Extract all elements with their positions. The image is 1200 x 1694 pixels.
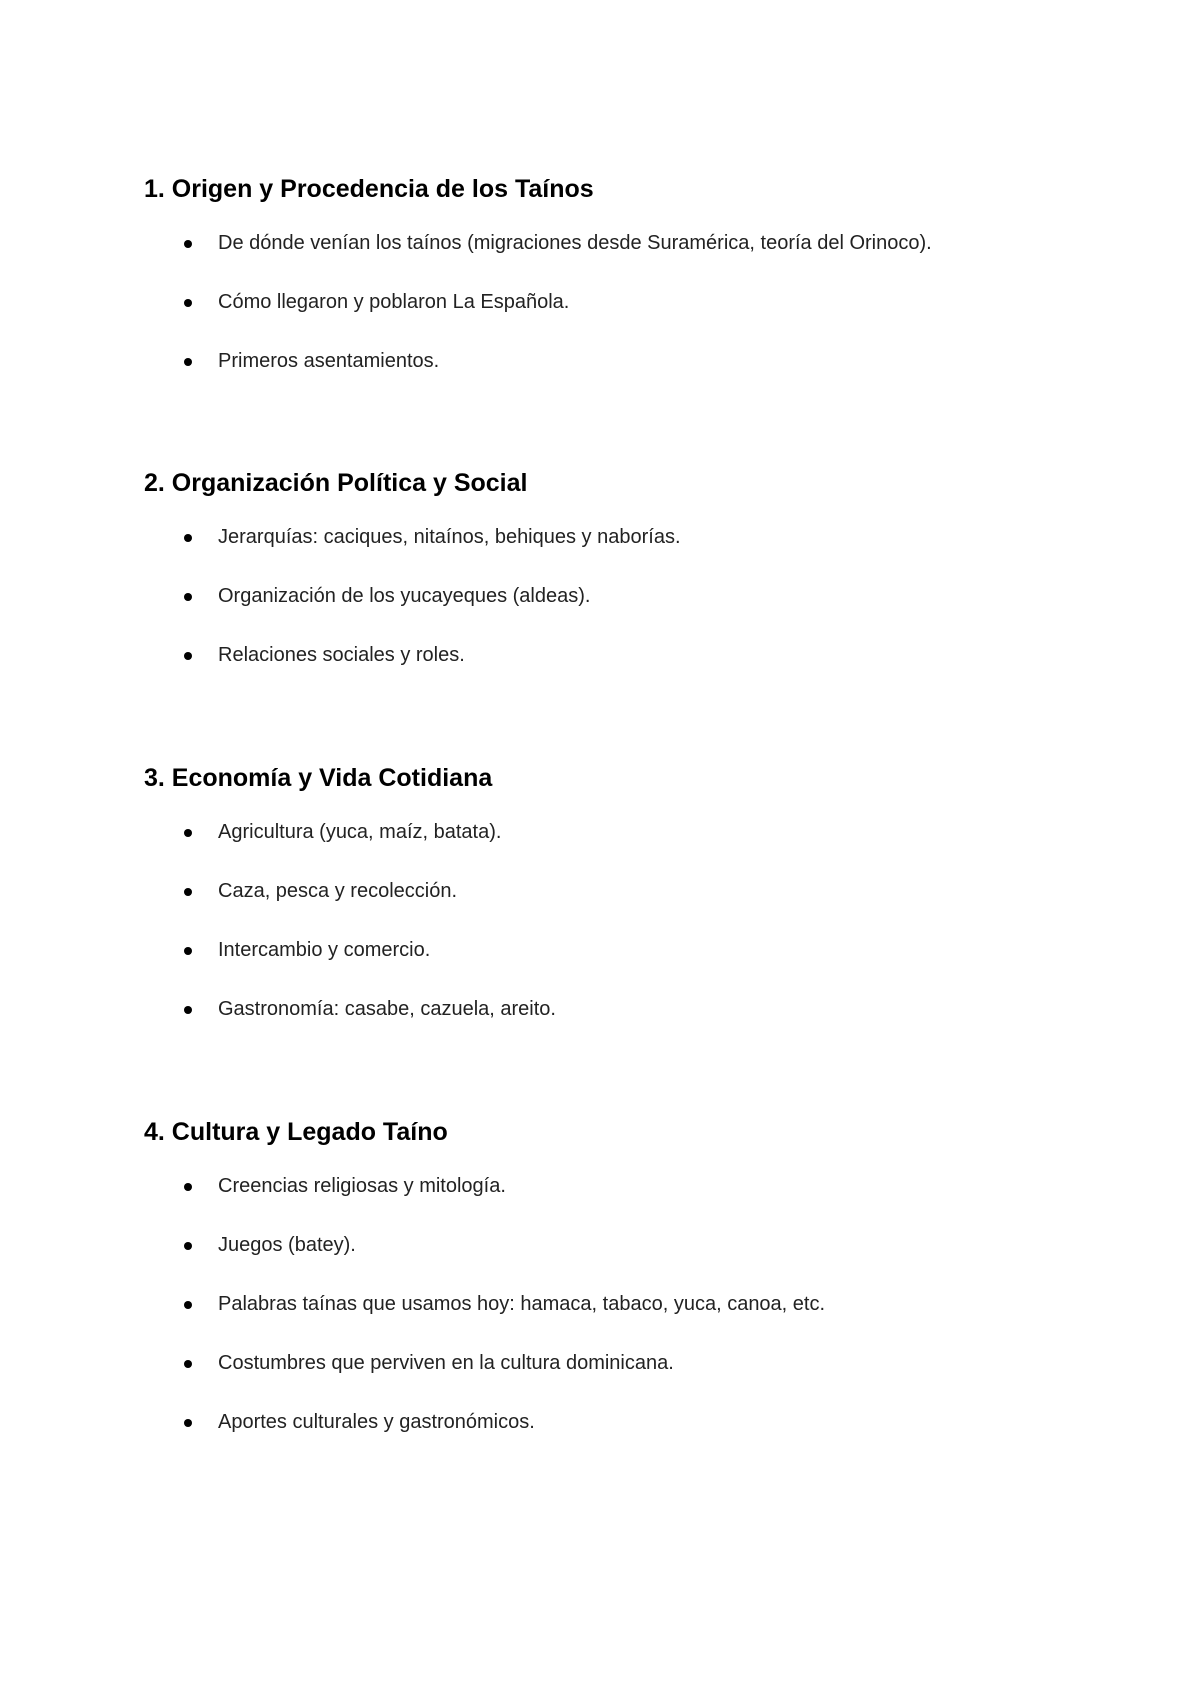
list-item [144,643,1104,667]
list-item-text: Caza, pesca y recolección. [218,880,458,902]
list-item-text: Jerarquías: caciques, nitaínos, behiques y naborías. [218,526,681,548]
list-item [144,231,1104,255]
bullet-icon [184,240,192,248]
list-item [144,1233,1104,1257]
bullet-icon [184,1360,192,1368]
bullet-icon [184,1301,192,1309]
bullet-icon [184,947,192,955]
list-item [144,1410,1104,1434]
list-item-text: Costumbres que perviven en la cultura dominicana. [218,1352,674,1374]
bullet-list [144,820,1104,1021]
list-item-text: Relaciones sociales y roles. [218,644,465,666]
list-item-text: Organización de los yucayeques (aldeas). [218,585,591,607]
bullet-icon [184,888,192,896]
bullet-icon [184,358,192,366]
list-item-text: Palabras taínas que usamos hoy: hamaca, tabaco, yuca, canoa, etc. [218,1293,826,1315]
section-heading: 3. Economía y Vida Cotidiana [144,764,493,792]
bullet-icon [184,534,192,542]
bullet-list [144,231,1104,373]
section-heading: 4. Cultura y Legado Taíno [144,1118,448,1146]
section-organizacion [144,468,1104,667]
section-cultura [144,1117,1104,1434]
bullet-icon [184,1242,192,1250]
list-item-text: De dónde venían los taínos (migraciones desde Suramérica, teoría del Orinoco). [218,232,932,254]
list-item [144,349,1104,373]
section-origen [144,174,1104,373]
bullet-icon [184,1183,192,1191]
list-item [144,879,1104,903]
list-item [144,820,1104,844]
list-item-text: Agricultura (yuca, maíz, batata). [218,821,502,843]
list-item-text: Primeros asentamientos. [218,350,440,372]
list-item-text: Aportes culturales y gastronómicos. [218,1411,535,1433]
list-item [144,938,1104,962]
list-item [144,584,1104,608]
list-item [144,1351,1104,1375]
bullet-list [144,1174,1104,1434]
list-item [144,525,1104,549]
list-item [144,1174,1104,1198]
list-item-text: Cómo llegaron y poblaron La Española. [218,291,570,313]
list-item-text: Creencias religiosas y mitología. [218,1175,506,1197]
list-item-text: Gastronomía: casabe, cazuela, areito. [218,998,556,1020]
bullet-icon [184,1006,192,1014]
list-item [144,997,1104,1021]
bullet-icon [184,593,192,601]
bullet-list [144,525,1104,667]
list-item-text: Juegos (batey). [218,1234,356,1256]
bullet-icon [184,652,192,660]
list-item-text: Intercambio y comercio. [218,939,431,961]
section-heading: 2. Organización Política y Social [144,469,528,497]
list-item [144,290,1104,314]
section-economia [144,763,1104,1021]
bullet-icon [184,829,192,837]
list-item [144,1292,1104,1316]
bullet-icon [184,1419,192,1427]
bullet-icon [184,299,192,307]
section-heading: 1. Origen y Procedencia de los Taínos [144,175,594,203]
